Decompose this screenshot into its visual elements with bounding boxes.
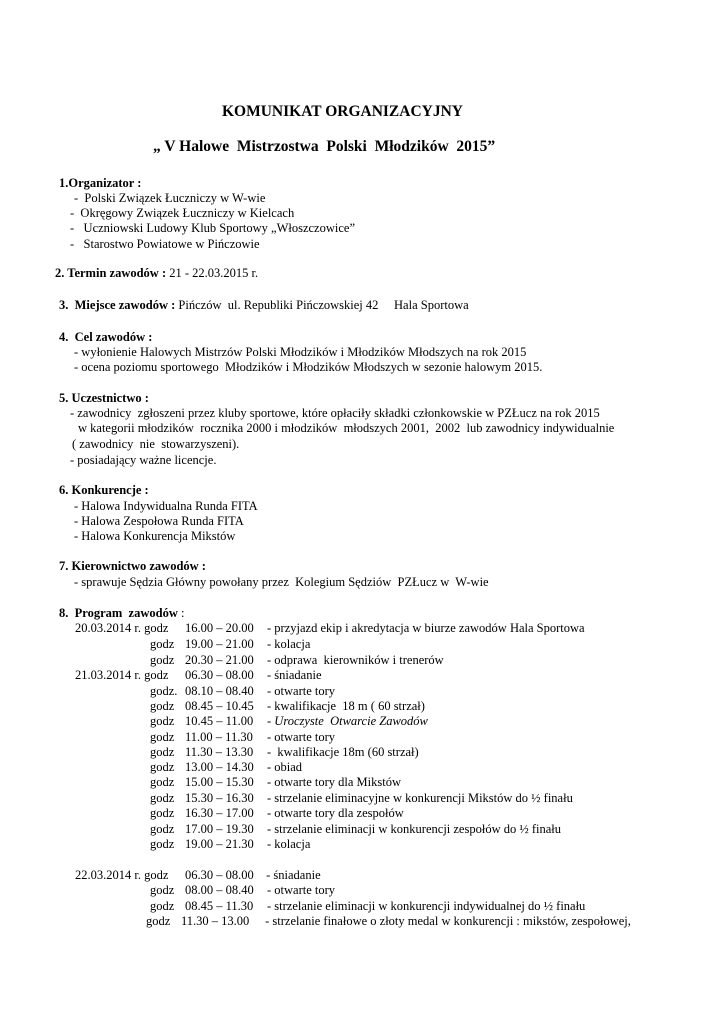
participation-heading: 5. Uczestnictwo : [59, 391, 149, 405]
schedule-date: 20.03.2014 r. godz [75, 621, 169, 635]
schedule-time: 11.30 – 13.30 [185, 745, 254, 759]
schedule-date: 21.03.2014 r. godz [75, 668, 169, 682]
goal-item: - ocena poziomu sportowego Młodzików i Młodzików Młodszych w sezonie halowym 2015. [74, 360, 543, 374]
schedule-description: - kolacja [267, 637, 311, 651]
place-line [59, 298, 469, 313]
management-value: - sprawuje Sędzia Główny powołany przez Kolegium Sędziów PZŁucz w W-wie [74, 575, 489, 589]
schedule-description: - otwarte tory [267, 684, 336, 698]
schedule-description: - kolacja [267, 837, 311, 851]
schedule-time: 16.30 – 17.00 [185, 806, 254, 820]
term-line [55, 266, 258, 281]
schedule-date: godz. [150, 684, 178, 698]
schedule-time: 08.45 – 10.45 [185, 699, 254, 713]
schedule-date: godz [146, 914, 171, 928]
schedule-description: - strzelanie finałowe o złoty medal w konkurencji : mikstów, zespołowej, [262, 914, 631, 928]
program-heading-colon: : [177, 606, 185, 620]
schedule-time: 08.00 – 08.40 [185, 883, 254, 897]
goal-heading: 4. Cel zawodów : [59, 330, 153, 344]
schedule-date: godz [150, 806, 175, 820]
term-heading: 2. Termin zawodów : [55, 266, 167, 280]
schedule-date: godz [150, 637, 175, 651]
schedule-description: - otwarte tory dla zespołów [267, 806, 404, 820]
management-heading: 7. Kierownictwo zawodów : [59, 559, 206, 573]
schedule-time: 19.00 – 21.30 [185, 837, 254, 851]
document-subtitle: „ V Halowe Mistrzostwa Polski Młodzików 2015” [153, 138, 496, 155]
schedule-date: godz [150, 745, 175, 759]
place-heading: 3. Miejsce zawodów : [59, 298, 176, 312]
competition-item: - Halowa Konkurencja Mikstów [74, 529, 236, 543]
goal-item: - wyłonienie Halowych Mistrzów Polski Młodzików i Młodzików Młodszych na rok 2015 [74, 345, 527, 359]
place-value: Pińczów ul. Republiki Pińczowskiej 42 Hala Sportowa [178, 298, 469, 312]
schedule-description: - otwarte tory [267, 730, 336, 744]
schedule-time: 11.30 – 13.00 [181, 914, 250, 928]
schedule-time: 13.00 – 14.30 [185, 760, 254, 774]
schedule-time: 11.00 – 11.30 [185, 730, 253, 744]
program-heading: 8. Program zawodów [59, 606, 178, 620]
schedule-date: godz [150, 730, 175, 744]
schedule-description: - przyjazd ekip i akredytacja w biurze zawodów Hala Sportowa [267, 621, 585, 635]
schedule-description-italic: Uroczyste Otwarcie Zawodów [274, 714, 428, 728]
schedule-description: - odprawa kierowników i trenerów [267, 653, 444, 667]
participation-line: - zawodnicy zgłoszeni przez kluby sportowe, które opłaciły składki członkowskie w PZŁucz na rok 2015 [70, 406, 600, 420]
schedule-description: - otwarte tory dla Mikstów [267, 775, 402, 789]
schedule-date: godz [150, 822, 175, 836]
schedule-time: 15.00 – 15.30 [185, 775, 254, 789]
participation-line: w kategorii młodzików rocznika 2000 i młodzików młodszych 2001, 2002 lub zawodnicy indywidualnie [78, 421, 615, 435]
schedule-date: godz [150, 653, 175, 667]
schedule-description: - strzelanie eliminacji w konkurencji indywidualnej do ½ finału [267, 899, 586, 913]
organizer-item: - Okręgowy Związek Łuczniczy w Kielcach [70, 206, 295, 220]
schedule-date: godz [150, 775, 175, 789]
organizer-item: - Polski Związek Łuczniczy w W-wie [74, 191, 266, 205]
schedule-time: 06.30 – 08.00 [185, 868, 254, 882]
schedule-time: 08.45 – 11.30 [185, 899, 254, 913]
participation-line: - posiadający ważne licencje. [70, 453, 217, 467]
competition-item: - Halowa Indywidualna Runda FITA [74, 499, 258, 513]
organizer-item: - Uczniowski Ludowy Klub Sportowy „Włoszczowice” [70, 221, 355, 235]
term-value: 21 - 22.03.2015 r. [169, 266, 259, 280]
schedule-description: - kwalifikacje 18 m ( 60 strzał) [267, 699, 425, 713]
schedule-time: 08.10 – 08.40 [185, 684, 254, 698]
organizer-heading: 1.Organizator : [59, 176, 142, 190]
schedule-description: - obiad [267, 760, 303, 774]
schedule-time: 16.00 – 20.00 [185, 621, 254, 635]
competition-item: - Halowa Zespołowa Runda FITA [74, 514, 244, 528]
schedule-date: godz [150, 883, 175, 897]
organizer-item: - Starostwo Powiatowe w Pińczowie [70, 237, 260, 251]
schedule-time: 06.30 – 08.00 [185, 668, 254, 682]
schedule-time: 19.00 – 21.00 [185, 637, 254, 651]
schedule-date: godz [150, 837, 175, 851]
schedule-description: - kwalifikacje 18m (60 strzał) [267, 745, 419, 759]
schedule-description: - strzelanie eliminacji w konkurencji zespołów do ½ finału [267, 822, 562, 836]
schedule-date: godz [150, 699, 175, 713]
schedule-date: godz [150, 760, 175, 774]
schedule-time: 15.30 – 16.30 [185, 791, 254, 805]
schedule-time: 10.45 – 11.00 [185, 714, 254, 728]
schedule-description: - strzelanie eliminacyjne w konkurencji Mikstów do ½ finału [267, 791, 573, 805]
schedule-date: 22.03.2014 r. godz [75, 868, 169, 882]
schedule-description: - śniadanie [263, 868, 321, 882]
schedule-date: godz [150, 714, 175, 728]
program-heading-line [59, 606, 184, 621]
document-title: KOMUNIKAT ORGANIZACYJNY [222, 103, 463, 120]
schedule-description: - śniadanie [267, 668, 322, 682]
competitions-heading: 6. Konkurencje : [59, 483, 149, 497]
schedule-description: - Uroczyste Otwarcie Zawodów [267, 714, 428, 728]
schedule-description: - otwarte tory [267, 883, 336, 897]
schedule-date: godz [150, 899, 175, 913]
schedule-time: 20.30 – 21.00 [185, 653, 254, 667]
schedule-date: godz [150, 791, 175, 805]
schedule-time: 17.00 – 19.30 [185, 822, 254, 836]
participation-line: ( zawodnicy nie stowarzyszeni). [72, 437, 240, 451]
